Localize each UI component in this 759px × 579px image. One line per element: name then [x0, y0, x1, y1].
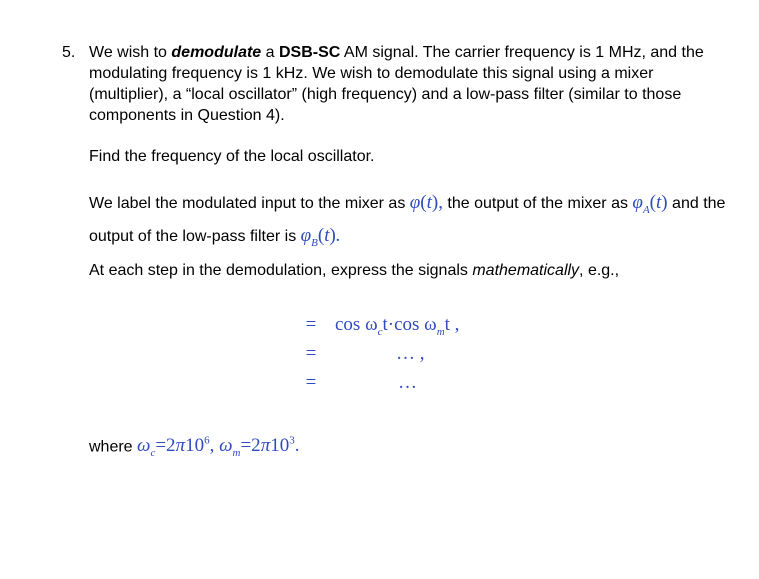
intro-emph-dsbsc: DSB-SC	[279, 44, 341, 61]
eq2-equals: =	[305, 343, 317, 364]
eq3-equals: =	[305, 372, 317, 393]
where-definitions	[89, 428, 729, 466]
question-number: 5.	[62, 44, 76, 61]
labels-text-1: We label the modulated input to the mixer as	[89, 195, 410, 212]
intro-text-2: a	[261, 44, 279, 61]
labels-period: .	[335, 224, 341, 246]
labels-text-3: and the output of the low-pass filter is	[89, 195, 726, 245]
phi-a-t-symbol: $\varphi_A(t)$	[632, 192, 668, 216]
instruction-text-2: , e.g.,	[579, 262, 620, 279]
omega-definitions: $\omega_c=2\pi 10^6$, $\omega_m=2\pi 10^3$.	[137, 435, 300, 460]
intro-text-3: AM signal. The carrier frequency is 1 MHz, and the modulating frequency is 1 kHz. We wish to demodulate this signal using a mixer (multiplier), a “local oscillator” (high frequency) and a low-pass filter (similar to those components in Question 4).	[89, 44, 704, 124]
eq1-rhs: $\cos \omega_ct\cdot\cos$ $\omega_mt$ ,	[335, 314, 460, 338]
eq2-rhs: … ,	[396, 343, 425, 364]
signal-labels	[89, 190, 729, 256]
question-intro	[89, 42, 729, 126]
eq1-equals: =	[305, 314, 317, 335]
eq3-rhs: …	[398, 372, 417, 393]
intro-emph-demodulate: demodulate	[171, 44, 262, 61]
instruction-express	[89, 260, 729, 281]
task-find-frequency: Find the frequency of the local oscillator.	[89, 148, 375, 165]
where-text: where	[89, 438, 138, 456]
intro-text-1: We wish to	[89, 44, 172, 61]
labels-text-2: the output of the mixer as	[442, 195, 633, 212]
instruction-text-1: At each step in the demodulation, express the signals	[89, 262, 473, 279]
phi-t-symbol: φ(t),	[409, 192, 443, 213]
phi-b-t-symbol: $\varphi_B(t)$	[300, 224, 336, 249]
instruction-emph: mathematically	[472, 262, 580, 279]
